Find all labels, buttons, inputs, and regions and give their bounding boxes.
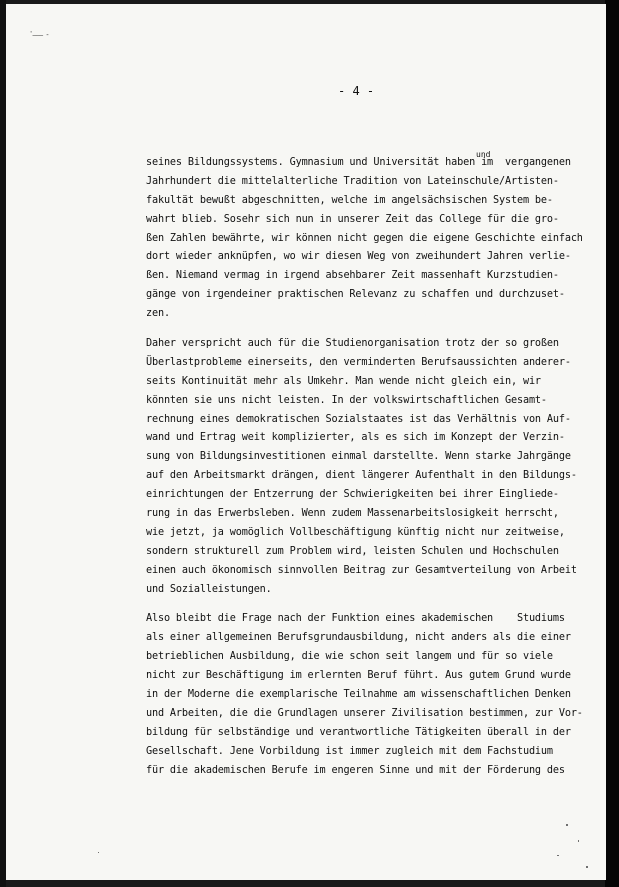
text-line: fakultät bewußt abgeschnitten, welche im angelsächsischen System be-	[146, 194, 553, 206]
text-line: einen auch ökonomisch sinnvollen Beitrag zur Gesamtverteilung von Arbeit	[146, 564, 577, 576]
text-line: rung in das Erwerbsleben. Wenn zudem Massenarbeitslosigkeit herrscht,	[146, 508, 559, 520]
scan-speck	[586, 866, 588, 868]
text-line: Also bleibt die Frage nach der Funktion eines akademischen Studiums	[146, 613, 565, 625]
corner-mark: ﾞ‒‒‒ ‑	[30, 31, 49, 39]
text-line: rechnung eines demokratischen Sozialstaates ist das Verhältnis von Auf-	[146, 413, 571, 425]
text-line: wand und Ertrag weit komplizierter, als es sich im Konzept der Verzin-	[146, 432, 565, 444]
text-line: bildung für selbständige und verantwortliche Tätigkeiten überall in der	[146, 726, 571, 738]
text-line: wie jetzt, ja womöglich Vollbeschäftigung künftig nicht nur zeitweise,	[146, 526, 565, 538]
text-line: dort wieder anknüpfen, wo wir diesen Weg von zweihundert Jahren verlie-	[146, 251, 571, 263]
text-line: betrieblichen Ausbildung, die wie schon seit langem und für so viele	[146, 651, 553, 663]
document-page	[6, 4, 606, 880]
paragraph	[146, 154, 586, 324]
text-line: einrichtungen der Entzerrung der Schwierigkeiten bei ihrer Eingliede-	[146, 489, 559, 501]
text-line: zen.	[146, 308, 170, 320]
handwritten-insertion: und	[476, 150, 491, 159]
text-line: sondern strukturell zum Problem wird, leisten Schulen und Hochschulen	[146, 545, 559, 557]
text-line: Jahrhundert die mittelalterliche Tradition von Lateinschule/Artisten-	[146, 175, 559, 187]
text-line: wahrt blieb. Sosehr sich nun in unserer Zeit das College für die gro-	[146, 213, 559, 225]
text-line: für die akademischen Berufe im engeren Sinne und mit der Förderung des	[146, 764, 565, 776]
page-number: - 4 -	[338, 84, 375, 98]
text-line: Überlastprobleme einerseits, den verminderten Berufsaussichten anderer-	[146, 356, 571, 368]
text-line: sung von Bildungsinvestitionen einmal darstellte. Wenn starke Jahrgänge	[146, 451, 571, 463]
body-text	[146, 154, 586, 792]
scan-speck	[578, 840, 579, 842]
text-line: als einer allgemeinen Berufsgrundausbildung, nicht anders als die einer	[146, 632, 571, 644]
scan-speck	[98, 852, 99, 853]
text-line: auf den Arbeitsmarkt drängen, dient längerer Aufenthalt in den Bildungs-	[146, 470, 577, 482]
text-line: Daher verspricht auch für die Studienorganisation trotz der so großen	[146, 338, 559, 350]
paragraph	[146, 610, 586, 780]
text-line: seines Bildungssystems. Gymnasium und Universität haben im vergangenen	[146, 157, 571, 168]
text-line: und Arbeiten, die die Grundlagen unserer Zivilisation bestimmen, zur Vor-	[146, 707, 583, 719]
paragraph	[146, 335, 586, 599]
text-line: ßen Zahlen bewährte, wir können nicht gegen die eigene Geschichte einfach	[146, 232, 583, 244]
scan-speck	[557, 855, 559, 856]
text-line: nicht zur Beschäftigung im erlernten Beruf führt. Aus gutem Grund wurde	[146, 670, 571, 682]
text-line: Gesellschaft. Jene Vorbildung ist immer zugleich mit dem Fachstudium	[146, 745, 553, 757]
scan-speck	[566, 824, 568, 826]
text-line: seits Kontinuität mehr als Umkehr. Man wende nicht gleich ein, wir	[146, 375, 541, 387]
text-line: in der Moderne die exemplarische Teilnahme am wissenschaftlichen Denken	[146, 689, 571, 701]
text-line: und Sozialleistungen.	[146, 583, 272, 595]
text-line: gänge von irgendeiner praktischen Relevanz zu schaffen und durchzuset-	[146, 289, 565, 301]
text-line: ßen. Niemand vermag in irgend absehbarer Zeit massenhaft Kurzstudien-	[146, 270, 559, 282]
text-line: könnten sie uns nicht leisten. In der volkswirtschaftlichen Gesamt-	[146, 394, 547, 406]
scan-edge-right	[605, 0, 619, 887]
